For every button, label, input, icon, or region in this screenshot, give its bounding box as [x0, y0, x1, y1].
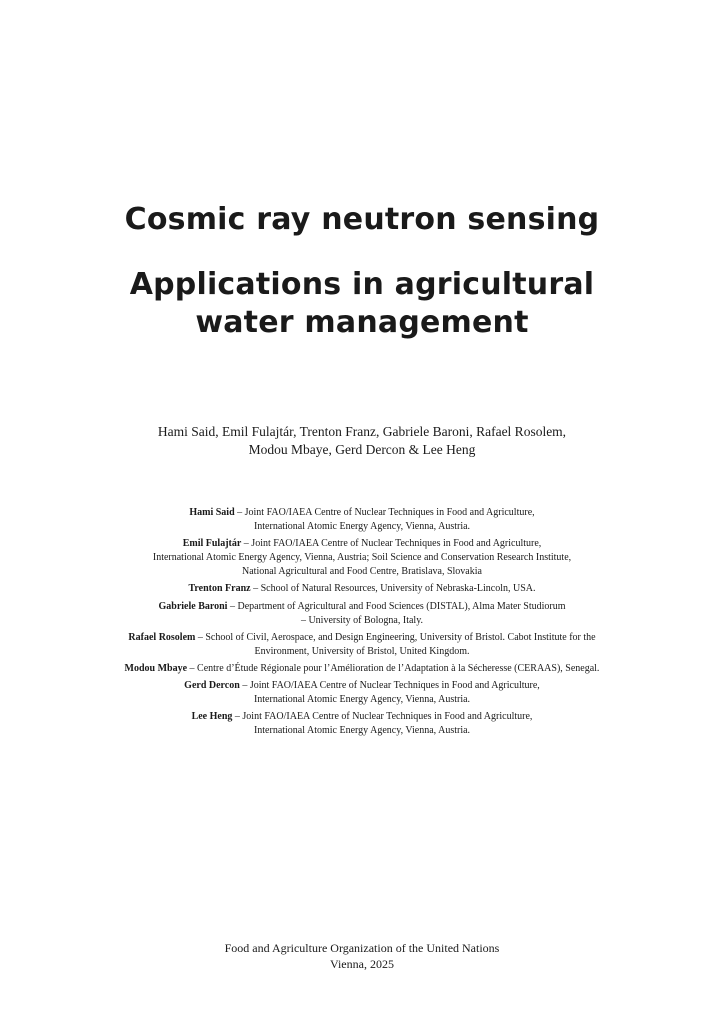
affiliation-entry — [0, 679, 724, 707]
document-title: Cosmic ray neutron sensing — [124, 202, 600, 237]
subtitle-line-1: Applications in agricultural — [129, 267, 595, 302]
affiliation-line: International Atomic Energy Agency, Vienna, Austria. — [253, 521, 471, 532]
affiliation-line — [0, 662, 724, 676]
author-list — [0, 423, 724, 458]
affiliation-text: – Joint FAO/IAEA Centre of Nuclear Techniques in Food and Agriculture, — [239, 680, 540, 692]
affiliation-line — [0, 506, 724, 520]
affiliation-entry — [0, 631, 724, 659]
affiliation-line — [0, 631, 724, 645]
author-list-line-2: Modou Mbaye, Gerd Dercon & Lee Heng — [248, 441, 476, 457]
affiliation-line — [0, 710, 724, 724]
document-subtitle — [0, 266, 724, 342]
affiliation-author-name: Emil Fulajtár — [182, 538, 242, 550]
affiliation-line: International Atomic Energy Agency, Vienna, Austria. — [253, 694, 471, 706]
affiliation-text: – Centre d’Étude Régionale pour l’Amélioration de l’Adaptation à la Sécheresse (CERAAS), Senegal. — [187, 662, 600, 674]
affiliation-author-name: Gerd Dercon — [184, 680, 240, 692]
affiliation-author-name: Hami Said — [189, 507, 235, 518]
subtitle-line-2: water management — [195, 305, 529, 340]
affiliation-line: – University of Bologna, Italy. — [300, 614, 424, 626]
affiliation-line — [0, 537, 724, 551]
affiliation-author-name: Gabriele Baroni — [158, 600, 228, 612]
affiliation-entry — [0, 710, 724, 738]
affiliation-author-name: Trenton Franz — [188, 583, 251, 595]
affiliation-line — [0, 600, 724, 614]
publisher-organization: Food and Agriculture Organization of the United Nations — [224, 941, 500, 955]
affiliation-text: – Joint FAO/IAEA Centre of Nuclear Techniques in Food and Agriculture, — [234, 507, 535, 518]
author-list-line-1: Hami Said, Emil Fulajtár, Trenton Franz, Gabriele Baroni, Rafael Rosolem, — [157, 424, 567, 439]
affiliation-entry — [0, 506, 724, 534]
affiliation-text: – School of Civil, Aerospace, and Design Engineering, University of Bristol. Cabot Institute for the — [195, 631, 596, 643]
affiliation-author-name: Modou Mbaye — [124, 662, 188, 674]
publisher-footer — [0, 941, 724, 972]
affiliation-entry — [0, 662, 724, 676]
affiliation-text: – Joint FAO/IAEA Centre of Nuclear Techniques in Food and Agriculture, — [241, 538, 542, 550]
affiliation-entry — [0, 537, 724, 579]
affiliation-line: Environment, University of Bristol, United Kingdom. — [254, 645, 470, 657]
affiliation-text: – School of Natural Resources, University of Nebraska-Lincoln, USA. — [250, 583, 536, 595]
affiliation-line: International Atomic Energy Agency, Vienna, Austria. — [253, 725, 471, 737]
affiliation-line: National Agricultural and Food Centre, Bratislava, Slovakia — [242, 566, 482, 578]
publication-place-year: Vienna, 2025 — [330, 956, 394, 971]
affiliation-text: – Department of Agricultural and Food Sciences (DISTAL), Alma Mater Studiorum — [227, 600, 566, 612]
affiliation-author-name: Rafael Rosolem — [128, 631, 196, 643]
affiliations-block — [0, 506, 724, 742]
affiliation-text: – Joint FAO/IAEA Centre of Nuclear Techniques in Food and Agriculture, — [232, 711, 533, 723]
affiliation-line: International Atomic Energy Agency, Vienna, Austria; Soil Science and Conservation Research Institute, — [152, 552, 572, 564]
affiliation-line — [0, 679, 724, 693]
affiliation-line — [0, 582, 724, 596]
affiliation-entry — [0, 582, 724, 596]
affiliation-author-name: Lee Heng — [191, 711, 233, 723]
affiliation-entry — [0, 600, 724, 628]
